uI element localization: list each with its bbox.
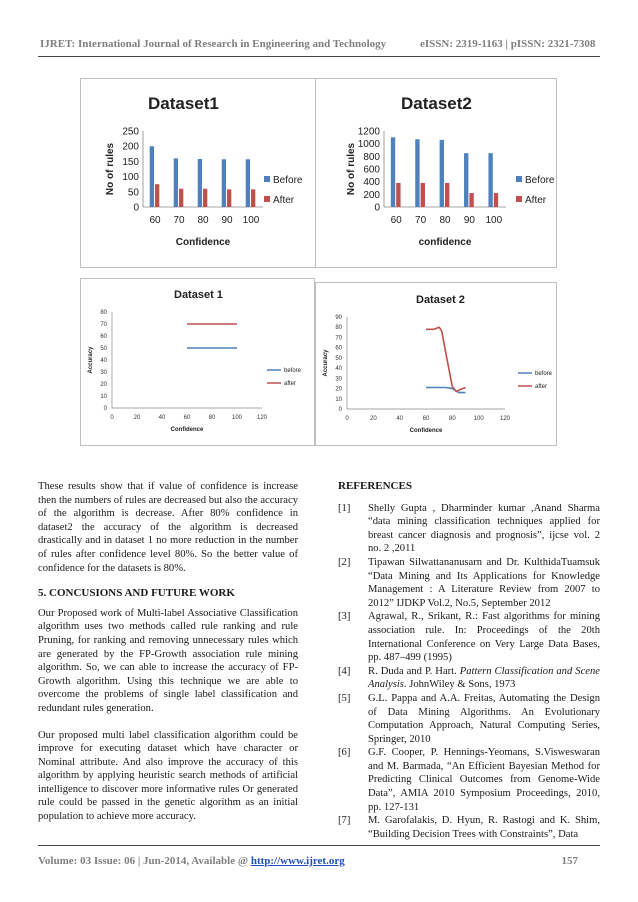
y-tick-label: 10 [335, 396, 342, 403]
legend-label: before [535, 371, 553, 377]
y-axis-label: No of rules [346, 142, 357, 196]
y-tick-label: 0 [133, 202, 139, 214]
references-heading: REFERENCES [338, 480, 412, 492]
y-tick-label: 80 [100, 310, 107, 316]
y-tick-label: 200 [122, 141, 139, 153]
y-tick-label: 0 [338, 407, 342, 413]
y-tick-label: 60 [335, 345, 342, 352]
y-tick-label: 30 [100, 370, 107, 376]
legend-label: after [284, 381, 297, 387]
bar-after [155, 184, 159, 207]
y-tick-label: 400 [363, 177, 380, 189]
bar-after [469, 193, 473, 207]
legend-label: after [535, 384, 548, 390]
reference-item: [6] G.F. Cooper, P. Hennings-Yeomans, S.Visweswaran and M. Barmada, “An Efficient Bayesian Method for Predicting Clinical Outcomes from Genome-Wide Data”, AMIA 2010 Symposium Proceedings, 2010, pp. 127-131 [338, 747, 600, 813]
bar-chart-dataset1-svg [81, 79, 315, 267]
chart-title: Dataset1 [148, 94, 219, 113]
y-tick-label: 20 [335, 386, 342, 393]
chart-title: Dataset 2 [416, 294, 465, 306]
y-tick-label: 20 [100, 382, 107, 388]
x-tick-label: 120 [256, 415, 268, 421]
conclusion-paragraph-1: Our Proposed work of Multi-label Associative Classification algorithm uses two methods called rule ranking and rule Pruning, for ranking and removing unnecessary rules which are generated by the FP-Growth association rule mining algorithm. So, we can able to increase the accuracy of FP-Growth algorithm. Using this technique we are able to overcome the problems of single label classification and redundant rules generation. [38, 607, 298, 714]
line-chart-dataset1-svg [81, 279, 314, 445]
y-tick-label: 70 [335, 335, 342, 342]
y-tick-label: 60 [100, 334, 107, 340]
y-tick-label: 1000 [357, 139, 380, 151]
bar-before [391, 137, 395, 207]
x-tick-label: 100 [473, 416, 484, 422]
x-tick-label: 20 [133, 415, 141, 421]
bar-before [440, 140, 444, 207]
y-tick-label: 80 [335, 325, 342, 332]
y-tick-label: 1200 [357, 126, 380, 138]
bar-after [179, 189, 183, 207]
y-tick-label: 50 [100, 346, 107, 352]
x-tick-label: 100 [242, 215, 260, 226]
header-rule [38, 56, 600, 57]
bar-before [488, 153, 492, 207]
y-tick-label: 250 [122, 126, 139, 138]
reference-item: [2] Tipawan Silwattananusarn and Dr. KulthidaTuamsuk “Data Mining and Its Applications for Knowledge Management : A Literature Review from 2007 to 2012” IJDKP Vol.2, No.5, September 2012 [338, 556, 600, 609]
y-tick-label: 40 [100, 358, 107, 364]
results-paragraph: These results show that if value of confidence is increase then the numbers of rules are decreased but also the accuracy of the algorithm is decrease. After 80% confidence in dataset2 the accuracy of the algorithm is decreased drastically and in dataset 1 no more reduction in the number of rules after confidence level 80%. So the better value of confidence for the datasets is 80%. [38, 481, 298, 574]
references-section [338, 480, 600, 841]
bar-after [396, 183, 400, 207]
chart-title: Dataset 1 [174, 289, 223, 301]
conclusion-paragraph-2: Our proposed multi label classification algorithm could be improve for executing dataset which have character or Nominal attribute. And also improve the accuracy of this algorithm by applying heuristic search methods of artificial intelligence to discover more informative rules Or generated rule could be passed in the genetic algorithm as an initial population to achieve more accuracy. [38, 729, 298, 823]
bar-after [227, 189, 231, 207]
y-tick-label: 200 [363, 189, 380, 201]
issn: eISSN: 2319-1163 | pISSN: 2321-7308 [420, 38, 596, 50]
line-chart-dataset2-svg [316, 283, 556, 445]
x-axis-label: Confidence [170, 427, 204, 433]
legend-swatch [264, 196, 270, 202]
y-tick-label: 50 [335, 355, 342, 362]
legend-label: After [273, 195, 295, 206]
journal-name: IJRET: International Journal of Research in Engineering and Technology [40, 38, 387, 50]
bar-before [415, 139, 419, 207]
y-tick-label: 600 [363, 164, 380, 176]
y-tick-label: 800 [363, 151, 380, 163]
x-tick-label: 70 [415, 215, 427, 226]
section-heading: 5. CONCUSIONS AND FUTURE WORK [38, 587, 235, 600]
x-tick-label: 0 [345, 416, 349, 422]
x-tick-label: 80 [439, 215, 451, 226]
bar-before [464, 153, 468, 207]
x-tick-label: 100 [231, 415, 243, 421]
x-tick-label: 60 [422, 416, 430, 422]
x-tick-label: 120 [499, 416, 511, 422]
bar-before [150, 146, 154, 207]
x-tick-label: 80 [208, 415, 216, 421]
x-tick-label: 40 [158, 415, 166, 421]
x-tick-label: 100 [485, 215, 503, 226]
x-axis-label: confidence [418, 237, 472, 248]
x-tick-label: 80 [448, 416, 456, 422]
x-tick-label: 60 [183, 415, 191, 421]
reference-item: [7] M. Garofalakis, D. Hyun, R. Rastogi and K. Shim, “Building Decision Trees with Constraints”, Data [338, 815, 600, 840]
reference-item: [4] R. Duda and P. Hart. Pattern Classification and Scene Analysis. JohnWiley & Sons, 1973 [338, 665, 600, 691]
bar-after [203, 189, 207, 207]
bar-chart-dataset2-svg [316, 79, 556, 267]
line-chart-dataset2 [315, 282, 557, 446]
left-column [38, 480, 298, 824]
bar-before [174, 158, 178, 207]
legend-label: before [284, 368, 302, 374]
x-tick-label: 80 [197, 215, 209, 226]
bar-chart-dataset2 [315, 78, 557, 268]
legend-swatch [516, 196, 522, 202]
y-tick-label: 100 [122, 172, 139, 184]
bar-after [251, 189, 255, 207]
y-axis-label: No of rules [105, 142, 116, 196]
x-tick-label: 90 [221, 215, 233, 226]
x-tick-label: 0 [110, 415, 114, 421]
legend-swatch [264, 176, 270, 182]
x-tick-label: 60 [149, 215, 161, 226]
x-tick-label: 20 [369, 416, 377, 422]
bar-after [494, 193, 498, 207]
bar-before [246, 159, 250, 207]
y-tick-label: 0 [103, 406, 107, 412]
y-tick-label: 150 [122, 156, 139, 168]
bar-before [198, 159, 202, 207]
legend-label: Before [273, 175, 303, 186]
volume-info: Volume: 03 Issue: 06 | Jun-2014, Available @ [38, 855, 251, 867]
bar-chart-dataset1 [80, 78, 316, 268]
legend-swatch [516, 176, 522, 182]
reference-item: [5] G.L. Pappa and A.A. Freitas, Automating the Design of Data Mining Algorithms. An Evolutionary Computation Approach, Natural Computing Series, Springer, 2010 [338, 692, 600, 745]
x-tick-label: 60 [390, 215, 402, 226]
y-tick-label: 40 [335, 366, 342, 373]
legend-label: After [525, 195, 547, 206]
chart-title: Dataset2 [401, 94, 472, 113]
page-number: 157 [561, 855, 578, 867]
series-line-after [426, 327, 466, 391]
reference-item: [1] Shelly Gupta , Dharminder kumar ,Anand Sharma “data mining classification techniques applied for breast cancer diagnosis and prognosis”, ijcse vol. 2 no. 2 ,2011 [338, 502, 600, 555]
journal-link[interactable]: http://www.ijret.org [250, 855, 345, 867]
legend-label: Before [525, 175, 555, 186]
x-tick-label: 40 [396, 416, 404, 422]
y-tick-label: 90 [335, 315, 342, 321]
bar-after [445, 183, 449, 207]
bar-before [222, 159, 226, 207]
footer-rule [38, 845, 600, 846]
y-tick-label: 0 [374, 202, 380, 214]
y-axis-label: Accuracy [323, 349, 329, 377]
y-axis-label: Accuracy [88, 346, 94, 374]
x-tick-label: 90 [463, 215, 475, 226]
x-axis-label: Confidence [409, 428, 443, 434]
y-tick-label: 10 [100, 394, 107, 400]
x-tick-label: 70 [173, 215, 185, 226]
page-footer [38, 855, 600, 867]
reference-item: [3] Agrawal, R., Srikant, R.: Fast algorithms for mining association rule. In: Proceedings of the 20th International Conference on Very Large Data Bases, pp. 487–499 (1995) [338, 611, 600, 664]
y-tick-label: 70 [100, 322, 107, 328]
y-tick-label: 30 [335, 376, 342, 383]
y-tick-label: 50 [127, 187, 139, 199]
x-axis-label: Confidence [175, 237, 231, 248]
line-chart-dataset1 [80, 278, 315, 446]
bar-after [421, 183, 425, 207]
